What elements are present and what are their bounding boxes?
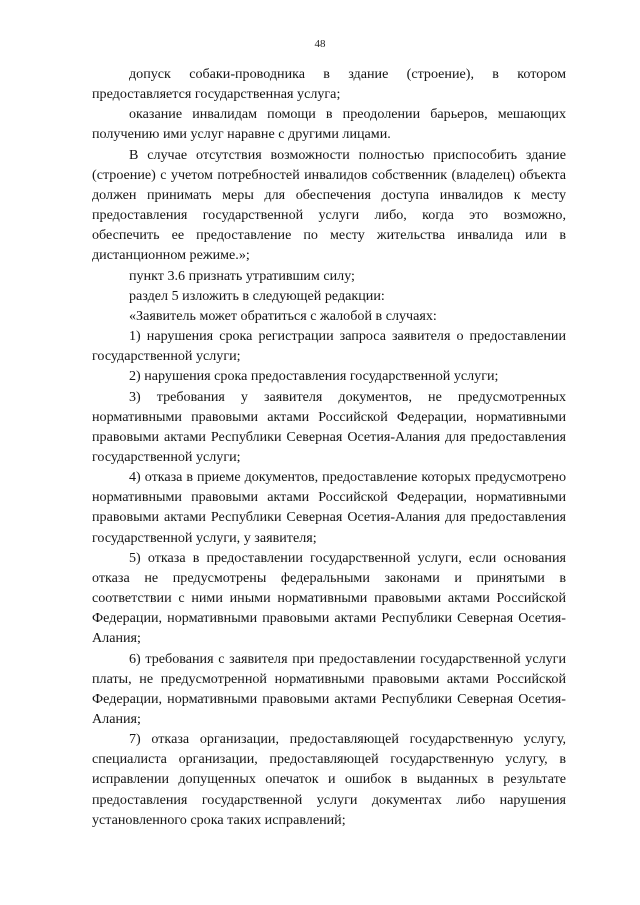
list-item-paragraph: 7) отказа организации, предоставляющей государственную услугу, специалиста организации, предоставляющей государственную услугу, в исправлении допущенных опечаток и ошибок в выданных в результате предоставления государственной услуги документах либо нарушения установленного срока таких исправлений; [92, 731, 566, 828]
list-item-paragraph: 4) отказа в приеме документов, предоставление которых предусмотрено нормативными правовыми актами Российской Федерации, нормативными правовыми актами Республики Северная Осетия-Алания для предоставления государственной услуги, у заявителя; [92, 469, 566, 546]
list-item-paragraph: 1) нарушения срока регистрации запроса заявителя о предоставлении государственной услуги; [92, 328, 566, 365]
paragraph: В случае отсутствия возможности полностью приспособить здание (строение) с учетом потребностей инвалидов собственник (владелец) объекта должен принимать меры для обеспечения доступа инвалидов к месту предоставления государственной услуги либо, когда это возможно, обеспечить ее предоставление по месту жительства инвалида или в дистанционном режиме.»; [92, 146, 566, 264]
list-item-paragraph: 6) требования с заявителя при предоставлении государственной услуги платы, не предусмотренной нормативными правовыми актами Российской Федерации, нормативными правовыми актами Республики Северная Осетия-Алания; [92, 650, 566, 727]
list-item-paragraph: 3) требования у заявителя документов, не предусмотренных нормативными правовыми актами Российской Федерации, нормативными правовыми актами Республики Северная Осетия-Алания для предоставления государственной услуги; [92, 388, 566, 465]
document-body [92, 64, 566, 830]
paragraph: пункт 3.6 признать утратившим силу; [129, 267, 355, 284]
paragraph: раздел 5 изложить в следующей редакции: [129, 287, 385, 304]
list-item-paragraph: 2) нарушения срока предоставления государственной услуги; [129, 368, 499, 385]
paragraph: «Заявитель может обратиться с жалобой в случаях: [129, 307, 437, 324]
paragraph: допуск собаки-проводника в здание (строение), в котором предоставляется государственная услуга; [92, 66, 566, 103]
page-number: 48 [314, 38, 326, 50]
paragraph: оказание инвалидам помощи в преодолении барьеров, мешающих получению ими услуг наравне с другими лицами. [92, 106, 566, 143]
list-item-paragraph: 5) отказа в предоставлении государственной услуги, если основания отказа не предусмотрены федеральными законами и принятыми в соответствии с ними иными нормативными правовыми актами Российской Федерации, нормативными правовыми актами Республики Северная Осетия-Алания; [92, 549, 566, 647]
